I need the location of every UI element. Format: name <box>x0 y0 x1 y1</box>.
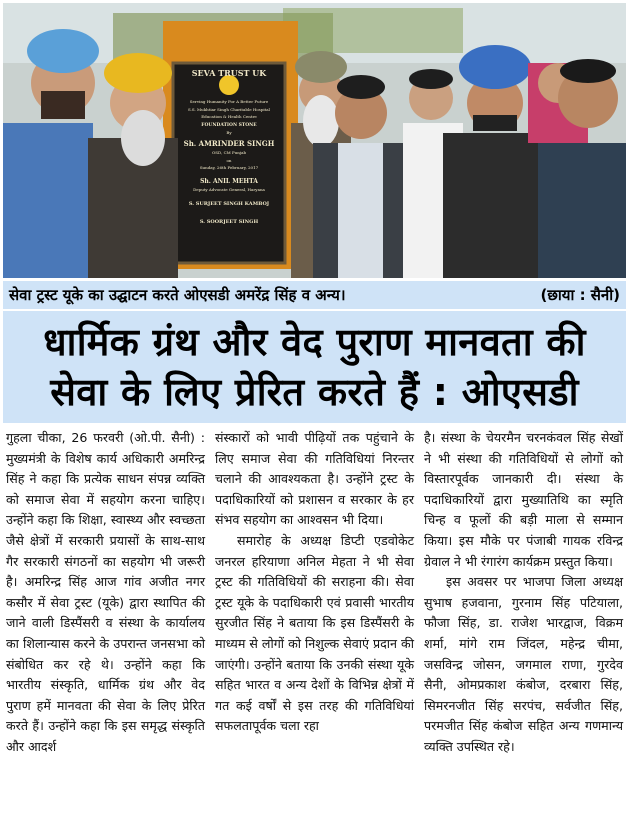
plaque-line-10: Sh. ANIL MEHTA <box>200 178 258 185</box>
news-photo <box>3 3 626 278</box>
plaque-line-9: Sunday, 26th February, 2017 <box>199 165 259 170</box>
plaque-line-7: OSD, CM Punjab <box>211 150 247 155</box>
plaque-line-0: SEVA TRUST UK <box>191 68 267 78</box>
article-paragraph: गुहला चीका, 26 फरवरी (ओ.पी. सैनी) : मुख्यमंत्री के विशेष कार्य अधिकारी अमरिन्द्र सिंह ने कहा कि प्रत्येक साधन संपन्न व्यक्ति को समाज सेवा में सहयोग करना चाहिए। उन्होंने कहा कि शिक्षा, स्वास्थ्य और स्वच्छता जैसे क्षेत्रों में सरकारी प्रयासों के साथ-साथ गैर सरकारी संगठनों का सहयोग भी जरूरी है। अमरिन्द्र सिंह आज गांव अजीत नगर कसौर में सेवा ट्रस्ट (यूके) द्वारा स्थापित की जाने वाली डिस्पैंसरी व संस्था के कार्यालय का शिलान्यास करने के उपरान्त जनसभा को संबोधित कर रहे थे। उन्होंने कहा कि भारतीय संस्कृति, धार्मिक ग्रंथ और वेद पुराण हमें मानवता की सेवा के लिए प्रेरित करते हैं। उन्होंने कहा कि इस समृद्ध संस्कृति और आदर्श <box>6 430 205 754</box>
headline <box>3 311 626 423</box>
article-paragraph: समारोह के अध्यक्ष डिप्टी एडवोकेट जनरल हरियाणा अनिल मेहता ने भी सेवा ट्रस्ट की गतिविधियों की सराहना की। सेवा ट्रस्ट यूके के पदाधिकारी एवं प्रवासी भारतीय सुरजीत सिंह ने बताया कि इस डिस्पैंसरी के माध्यम से लोगों को निशुल्क सेवाएं प्रदान की जाएंगी। उन्होंने बताया कि उनकी संस्था यूके सहित भारत व अन्य देशों के विभिन्न क्षेत्रों में गत कई वर्षों से इस तरह की गतिविधियां सफलतापूर्वक चला रहा <box>215 532 414 734</box>
plaque-line-12: S. SURJEET SINGH KAMBOJ <box>188 201 270 207</box>
plaque-line-6: Sh. AMRINDER SINGH <box>183 139 275 148</box>
caption-text: सेवा ट्रस्ट यूके का उद्घाटन करते ओएसडी अमरेंद्र सिंह व अन्य। <box>9 286 346 304</box>
headline-line-1: धार्मिक ग्रंथ और वेद पुराण मानवता की <box>43 320 586 364</box>
plaque-logo <box>219 75 239 95</box>
plaque-line-8: on <box>226 158 232 163</box>
article-paragraph: है। संस्था के चेयरमैन चरनकंवल सिंह सेखों ने भी संस्था की गतिविधियों से लोगों को विस्तारपूर्वक जानकारी दी। संस्था के पदाधिकारियों द्वारा मुख्यातिथि का स्मृति चिन्ह व फूलों की बड़ी माला से सम्मान किया। इस मौके पर पंजाबी गायक रविन्द्र ग्रेवाल ने भी रंगारंग कार्यक्रम प्रस्तुत किया। <box>424 430 623 569</box>
article-body <box>3 428 626 833</box>
article-column-3 <box>421 428 626 833</box>
photo-illustration <box>3 3 626 278</box>
photo-caption <box>3 281 626 309</box>
plaque-line-4: FOUNDATION STONE <box>201 123 257 128</box>
plaque-line-13: S. SOORJEET SINGH <box>199 219 259 225</box>
headline-line-2: सेवा के लिए प्रेरित करते हैं : ओएसडी <box>50 370 579 414</box>
plaque-line-11: Deputy Advocate General, Haryana <box>193 187 265 192</box>
plaque-line-1: Serving Humanity For A Better Future <box>189 99 269 104</box>
article-paragraph: संस्कारों को भावी पीढ़ियों तक पहुंचाने के लिए समाज सेवा की गतिविधियां निरन्तर चलाने की आवश्यकता है। उन्होंने ट्रस्ट के पदाधिकारियों को प्रशासन व सरकार के हर संभव सहयोग का आश्वसन भी दिया। <box>215 430 414 528</box>
photo-credit: (छाया : सैनी) <box>540 286 620 304</box>
article-column-2 <box>212 428 417 833</box>
article-column-1 <box>3 428 208 833</box>
article-paragraph: इस अवसर पर भाजपा जिला अध्यक्ष सुभाष हजवाना, गुरनाम सिंह पटियाला, फौजा सिंह, डा. राजेश भारद्वाज, विक्रम शर्मा, मांगे राम जिंदल, महेन्द्र चीमा, जसविन्द्र जोसन, जगमाल राणा, गुरदेव सैनी, ओमप्रकाश कंबोज, दरबारा सिंह, सिमरनजीत सिंह सरपंच, सर्वजीत सिंह, परमजीत सिंह कंबोज सहित अन्य गणमान्य व्यक्ति उपस्थित रहे। <box>424 574 623 754</box>
plaque-line-5: By <box>226 130 232 135</box>
plaque-line-2: S.S. Mukhtiar Singh Charitable Hospital <box>188 107 270 112</box>
plaque-line-3: Education & Health Centre <box>201 114 257 119</box>
